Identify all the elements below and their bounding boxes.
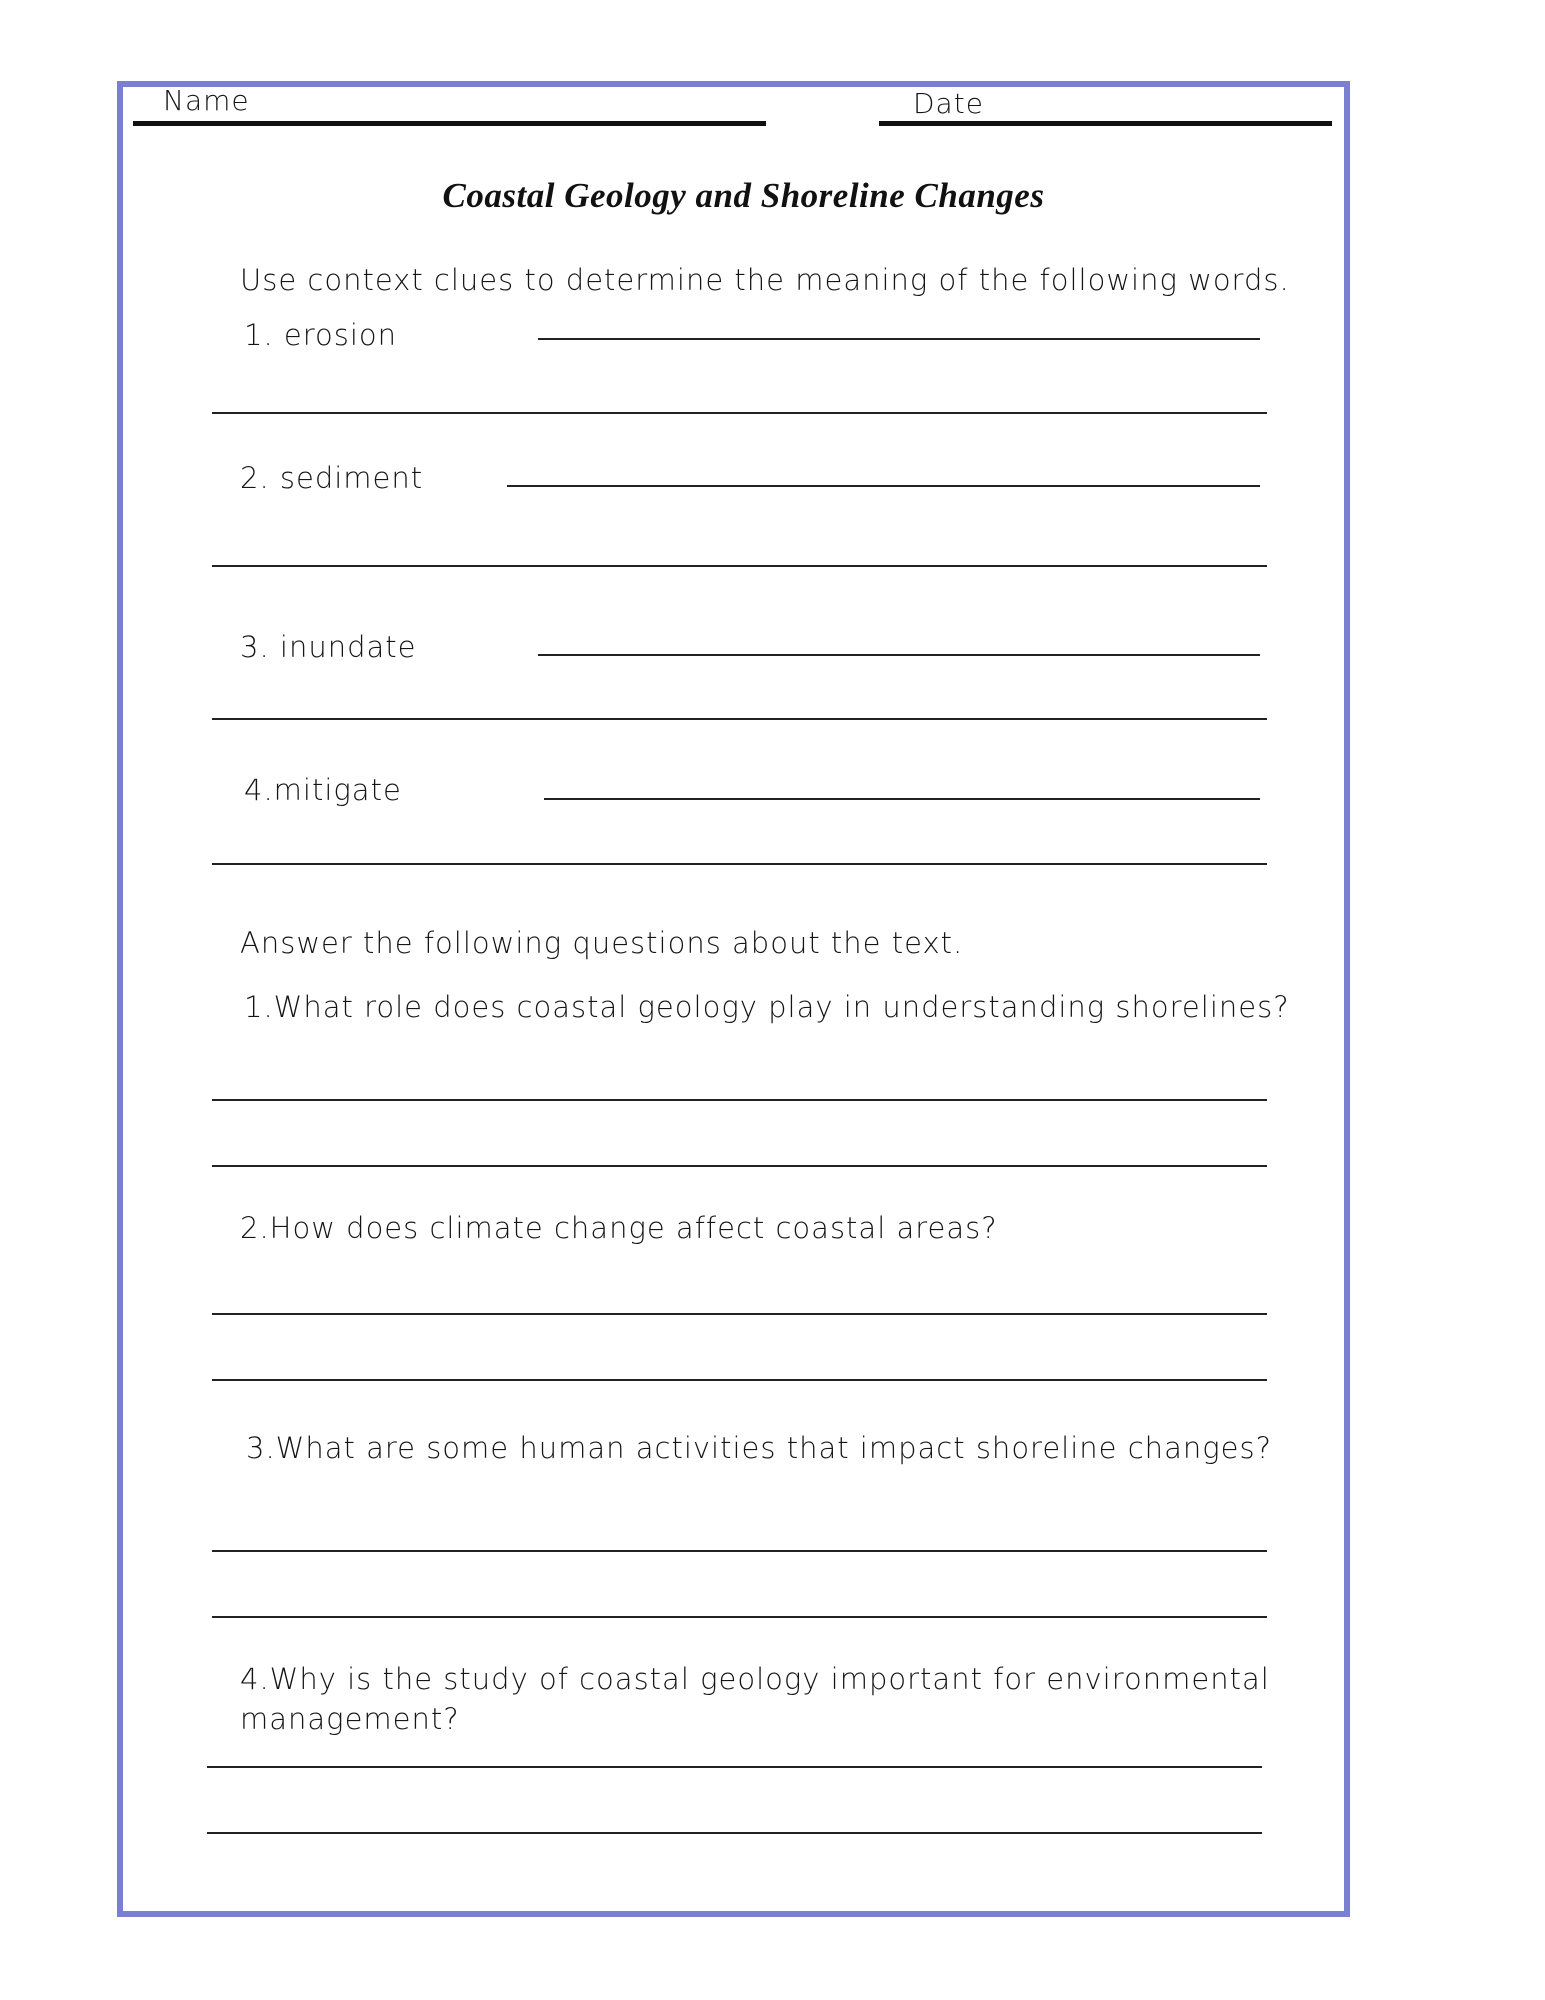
vocab-answer-line[interactable]: [212, 863, 1267, 865]
date-field-line[interactable]: [879, 121, 1332, 126]
vocab-answer-line[interactable]: [212, 412, 1267, 414]
vocab-instructions: Use context clues to determine the meaning of the following words.: [240, 263, 1290, 297]
vocab-answer-line[interactable]: [538, 654, 1260, 656]
vocab-answer-line[interactable]: [538, 338, 1260, 340]
vocab-answer-line[interactable]: [544, 798, 1260, 800]
name-field-line[interactable]: [133, 121, 766, 126]
question-1: 1.What role does coastal geology play in understanding shorelines?: [244, 990, 1290, 1024]
questions-instructions: Answer the following questions about the text.: [240, 926, 964, 960]
question-answer-line[interactable]: [207, 1832, 1262, 1834]
name-label: Name: [163, 84, 250, 117]
question-4: 4.Why is the study of coastal geology important for environmental management?: [240, 1662, 1270, 1736]
vocab-answer-line[interactable]: [212, 565, 1267, 567]
question-answer-line[interactable]: [212, 1550, 1267, 1552]
question-answer-line[interactable]: [207, 1766, 1262, 1768]
question-3: 3.What are some human activities that impact shoreline changes?: [246, 1431, 1272, 1465]
question-answer-line[interactable]: [212, 1165, 1267, 1167]
worksheet-title: Coastal Geology and Shoreline Changes: [442, 176, 1045, 215]
question-answer-line[interactable]: [212, 1099, 1267, 1101]
vocab-answer-line[interactable]: [212, 718, 1267, 720]
vocab-answer-line[interactable]: [507, 485, 1260, 487]
vocab-word-inundate: 3. inundate: [240, 630, 417, 664]
question-2: 2.How does climate change affect coastal areas?: [240, 1211, 998, 1245]
vocab-word-mitigate: 4.mitigate: [244, 773, 402, 807]
question-answer-line[interactable]: [212, 1616, 1267, 1618]
vocab-word-erosion: 1. erosion: [244, 318, 398, 352]
vocab-word-sediment: 2. sediment: [240, 461, 424, 495]
question-answer-line[interactable]: [212, 1379, 1267, 1381]
question-answer-line[interactable]: [212, 1313, 1267, 1315]
date-label: Date: [913, 87, 984, 120]
